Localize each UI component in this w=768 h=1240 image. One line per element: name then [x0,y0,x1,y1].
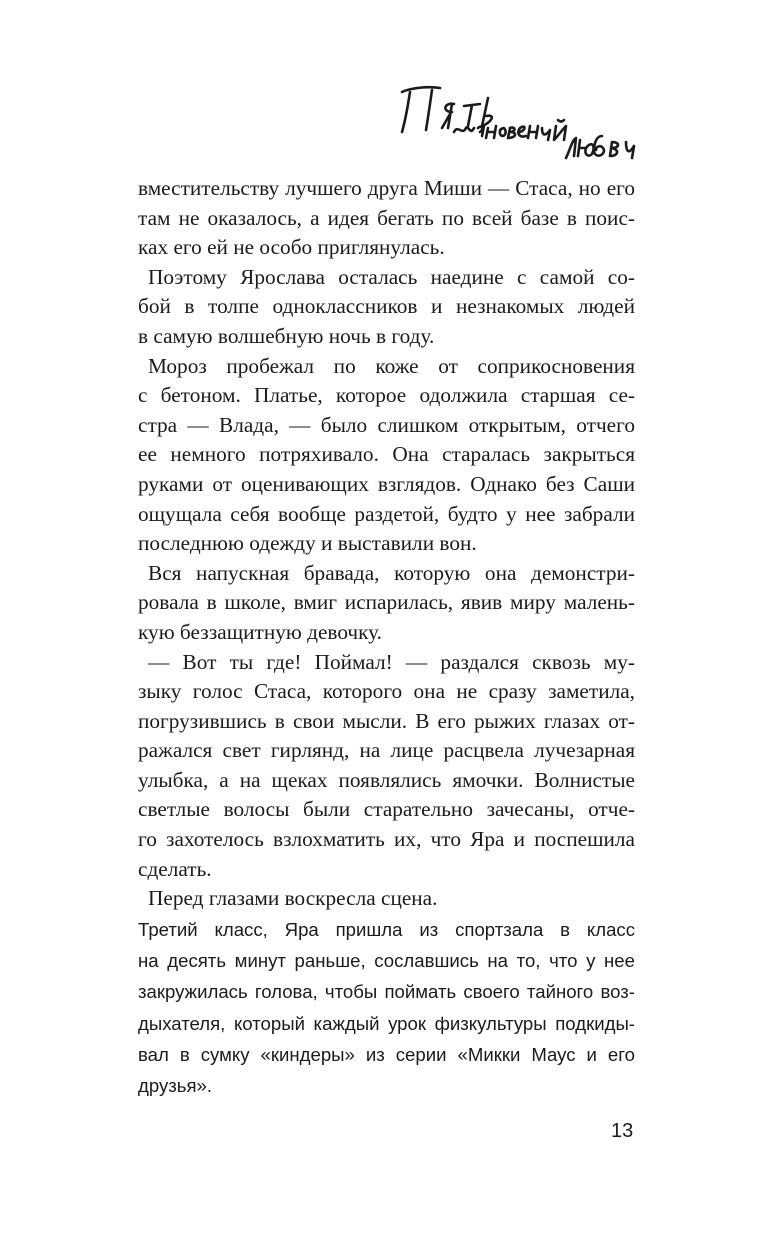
main-body-text [138,174,635,914]
text-line: светлые волосы были старательно зачесаны, отче- [138,797,635,822]
page-number: 13 [611,1120,634,1142]
text-line: погрузившись в свои мысли. В его рыжих глазах от- [138,708,635,733]
paragraph-3 [138,352,635,559]
text-line: дыхателя, который каждый урок физкультуры подкиды- [138,1012,635,1034]
text-line: на десять минут раньше, сославшись на то, что у нее [138,950,635,972]
text-line: Третий класс, Яра пришла из спортзала в класс [138,919,635,940]
paragraph-4 [138,559,635,648]
text-line: стра — Влада, — было слишком открытым, отчего [138,412,635,437]
handwritten-title-logo [380,70,660,160]
text-line: закружилась голова, чтобы поймать своего тайного воз- [138,981,635,1003]
text-line: ее немного потряхивало. Она старалась закрыться [138,442,635,467]
text-line: ощущала себя вообще раздетой, будто у нее забрали [138,501,635,526]
text-line: го захотелось взлохматить их, что Яра и поспешила [138,827,635,852]
text-line: сделать. [138,856,212,881]
paragraph-1 [138,174,635,263]
text-line: ровала в школе, вмиг испарилась, явив миру малень- [138,590,635,615]
text-line: Перед глазами воскресла сцена. [148,886,438,911]
text-line: Поэтому Ярослава осталась наедине с самой со- [148,264,635,289]
text-line: последнюю одежду и выставили вон. [138,531,477,556]
text-line: вместительству лучшего друга Миши — Стаса, но его [138,176,635,200]
text-line: друзья». [138,1075,213,1097]
text-line: Мороз пробежал по коже от соприкосновения [148,353,635,378]
text-line: кую беззащитную девочку. [138,619,383,644]
flashback-insert-text [138,914,635,1101]
text-line: улыбка, а на щеках появлялись ямочки. Волнистые [138,767,635,792]
text-line: Вся напускная бравада, которую она демонстри- [148,560,635,585]
paragraph-5 [138,648,635,885]
text-line: в самую волшебную ночь в году. [138,323,435,348]
text-line: руками от оценивающих взглядов. Однако без Саши [138,471,635,496]
text-line: зыку голос Стаса, которого она не сразу заметила, [138,679,635,704]
text-line: — Вот ты где! Поймал! — раздался сквозь му- [148,649,635,674]
text-line: там не оказалось, а идея бегать по всей базе в поис- [138,205,635,230]
text-line: бой в толпе одноклассников и незнакомых людей [138,294,635,319]
running-head-title-logo [380,70,660,160]
text-line: с бетоном. Платье, которое одолжила старшая се- [138,383,635,408]
paragraph-2 [138,263,635,352]
text-line: ражался свет гирлянд, на лице расцвела лучезарная [138,738,635,763]
text-line: вал в сумку «киндеры» из серии «Микки Маус и его [138,1043,635,1065]
paragraph-6 [138,884,635,914]
text-line: ках его ей не особо приглянулась. [138,235,445,260]
